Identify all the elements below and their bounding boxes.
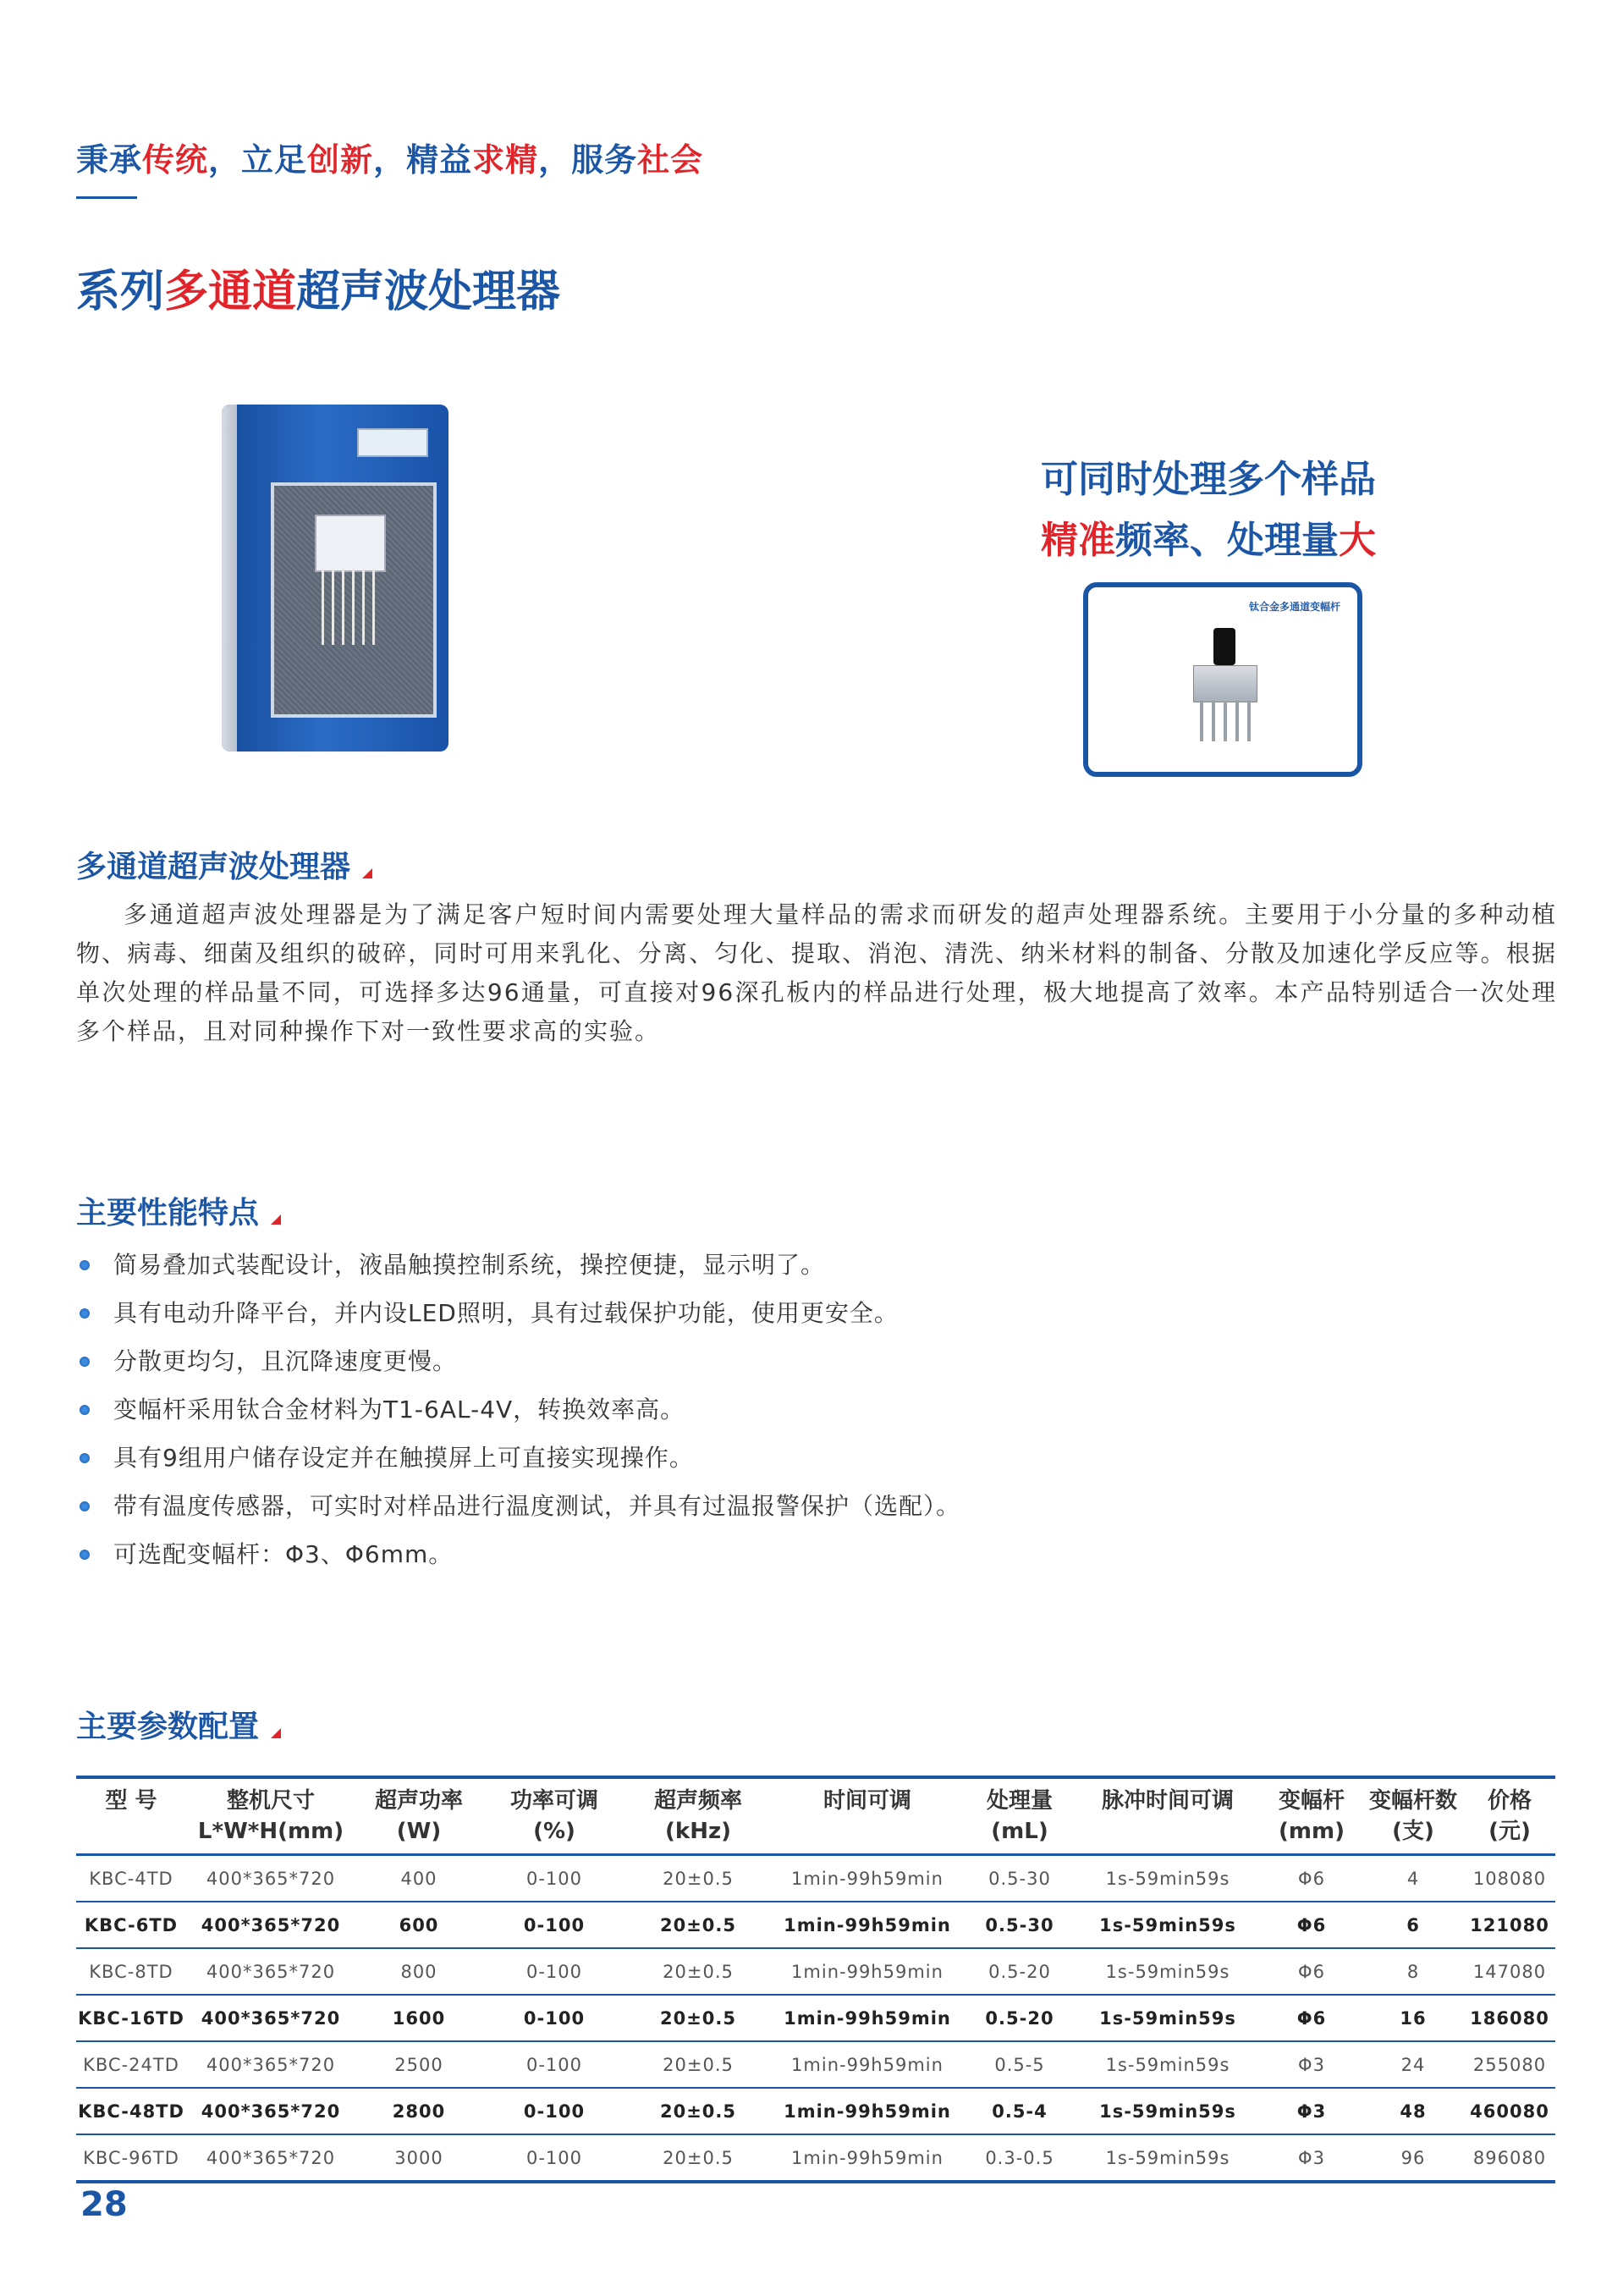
column-header-label: 脉冲时间可调 xyxy=(1101,1788,1234,1814)
table-cell: 400*365*720 xyxy=(186,1995,355,2041)
column-header-unit: (mm) xyxy=(1279,1819,1345,1844)
table-cell: Φ6 xyxy=(1261,1902,1362,1948)
feature-part: 精准 xyxy=(1041,519,1115,562)
table-cell: 0-100 xyxy=(482,1995,626,2041)
title-part: 多通道 xyxy=(164,267,297,317)
column-header-label: 功率可调 xyxy=(509,1788,598,1814)
triangle-marker-icon xyxy=(362,868,372,878)
horn-pin-icon xyxy=(1200,701,1203,741)
inset-label: 钛合金多通道变幅杆 xyxy=(1249,601,1341,613)
table-cell: 400 xyxy=(355,1855,482,1902)
intro-paragraph: 多通道超声波处理器是为了满足客户短时间内需要处理大量样品的需求而研发的超声处理器系统。主要用于小分量的多种动植物、病毒、细菌及组织的破碎，同时可用来乳化、分离、匀化、提取、消泡、清洗、纳米材料的制备、分散及加速化学反应等。根据单次处理的样品量不同，可选择多达96通量，可直接对96深孔板内的样品进行处理，极大地提高了效率。本产品特别适合一次处理多个样品，且对同种操作下对一致性要求高的实验。 xyxy=(76,900,1557,1045)
column-header xyxy=(1075,1777,1261,1855)
column-header-unit: (%) xyxy=(533,1819,575,1844)
table-cell: 1s-59min59s xyxy=(1075,1948,1261,1995)
table-cell: 0-100 xyxy=(482,2041,626,2088)
table-cell: 0.5-20 xyxy=(965,1995,1075,2041)
table-cell: 1min-99h59min xyxy=(770,2041,965,2088)
table-cell: 0-100 xyxy=(482,2134,626,2182)
table-cell: KBC-48TD xyxy=(76,2088,186,2134)
feature-text: 具有9组用户储存设定并在触摸屏上可直接实现操作。 xyxy=(113,1444,694,1472)
table-cell: 1min-99h59min xyxy=(770,1902,965,1948)
bullet-icon xyxy=(80,1357,90,1367)
table-cell: 1min-99h59min xyxy=(770,1995,965,2041)
column-header-unit: L*W*H(mm) xyxy=(197,1819,344,1844)
table-cell: 0.5-5 xyxy=(965,2041,1075,2088)
slogan-part: ，精益 xyxy=(373,141,473,179)
feature-text: 分散更均匀，且沉降速度更慢。 xyxy=(113,1347,458,1375)
table-cell: 121080 xyxy=(1464,1902,1555,1948)
table-cell: Φ6 xyxy=(1261,1995,1362,2041)
table-cell: 1min-99h59min xyxy=(770,2088,965,2134)
column-header-label: 型 号 xyxy=(105,1788,157,1814)
table-cell: 460080 xyxy=(1464,2088,1555,2134)
table-cell: 0-100 xyxy=(482,1855,626,1902)
table-cell: 400*365*720 xyxy=(186,1855,355,1902)
feature-item xyxy=(76,1385,1515,1434)
column-header xyxy=(1261,1777,1362,1855)
table-cell: Φ6 xyxy=(1261,1948,1362,1995)
feature-text: 具有电动升降平台，并内设LED照明，具有过载保护功能，使用更安全。 xyxy=(113,1299,899,1327)
table-header-row xyxy=(76,1777,1555,1855)
table-cell: 20±0.5 xyxy=(626,1948,770,1995)
table-cell: 4 xyxy=(1362,1855,1464,1902)
page-number: 28 xyxy=(80,2185,128,2224)
bullet-icon xyxy=(80,1501,90,1511)
table-row xyxy=(76,1902,1555,1948)
table-cell: KBC-4TD xyxy=(76,1855,186,1902)
column-header-label: 超声频率 xyxy=(653,1788,742,1814)
table-cell: 1s-59min59s xyxy=(1075,1855,1261,1902)
table-cell: 108080 xyxy=(1464,1855,1555,1902)
bullet-icon xyxy=(80,1308,90,1319)
params-title-text: 主要参数配置 xyxy=(76,1710,260,1744)
horn-inset-box xyxy=(1083,582,1362,777)
table-cell: 1min-99h59min xyxy=(770,2134,965,2182)
table-cell: KBC-8TD xyxy=(76,1948,186,1995)
slogan-underline xyxy=(76,196,137,199)
table-row xyxy=(76,1995,1555,2041)
bullet-icon xyxy=(80,1405,90,1415)
table-cell: 20±0.5 xyxy=(626,1855,770,1902)
feature-item xyxy=(76,1434,1515,1482)
params-section-title xyxy=(76,1703,281,1746)
table-cell: 0.5-20 xyxy=(965,1948,1075,1995)
probe-icon xyxy=(332,569,334,645)
column-header xyxy=(355,1777,482,1855)
intro-section-title xyxy=(76,843,372,886)
feature-text: 变幅杆采用钛合金材料为T1-6AL-4V，转换效率高。 xyxy=(113,1396,685,1423)
table-cell: 0-100 xyxy=(482,2088,626,2134)
table-cell: 16 xyxy=(1362,1995,1464,2041)
table-cell: 0.5-30 xyxy=(965,1855,1075,1902)
table-cell: 48 xyxy=(1362,2088,1464,2134)
bullet-icon xyxy=(80,1260,90,1270)
table-cell: Φ3 xyxy=(1261,2088,1362,2134)
features-title-text: 主要性能特点 xyxy=(76,1196,260,1231)
table-cell: KBC-96TD xyxy=(76,2134,186,2182)
table-cell: 2500 xyxy=(355,2041,482,2088)
column-header-label: 时间可调 xyxy=(823,1788,911,1814)
slogan-part: 创新 xyxy=(307,141,374,179)
slogan-part: 传统 xyxy=(142,141,209,179)
column-header xyxy=(1464,1777,1555,1855)
feature-part: 大 xyxy=(1339,519,1376,562)
table-cell: 20±0.5 xyxy=(626,1995,770,2041)
feature-item xyxy=(76,1482,1515,1530)
table-cell: KBC-6TD xyxy=(76,1902,186,1948)
column-header-label: 处理量 xyxy=(986,1788,1053,1814)
table-cell: 20±0.5 xyxy=(626,1902,770,1948)
table-cell: 186080 xyxy=(1464,1995,1555,2041)
table-cell: 0-100 xyxy=(482,1948,626,1995)
table-cell: 6 xyxy=(1362,1902,1464,1948)
column-header xyxy=(186,1777,355,1855)
cabinet-side xyxy=(222,405,237,752)
column-header-unit: (支) xyxy=(1392,1819,1434,1844)
probe-icon xyxy=(372,569,375,645)
table-cell: 8 xyxy=(1362,1948,1464,1995)
feature-part: 频率、处理量 xyxy=(1115,519,1339,562)
table-cell: 1s-59min59s xyxy=(1075,1902,1261,1948)
table-row xyxy=(76,2041,1555,2088)
table-cell: Φ3 xyxy=(1261,2134,1362,2182)
feature-text: 简易叠加式装配设计，液晶触摸控制系统，操控便捷，显示明了。 xyxy=(113,1251,826,1279)
horn-pin-icon xyxy=(1235,701,1239,741)
slogan-part: 求精 xyxy=(472,141,539,179)
column-header-label: 整机尺寸 xyxy=(226,1788,315,1814)
column-header xyxy=(965,1777,1075,1855)
table-cell: 1s-59min59s xyxy=(1075,1995,1261,2041)
slogan-part: ，服务 xyxy=(538,141,638,179)
table-cell: 0.5-4 xyxy=(965,2088,1075,2134)
spec-table xyxy=(76,1776,1555,2183)
table-cell: 147080 xyxy=(1464,1948,1555,1995)
triangle-marker-icon xyxy=(271,1214,281,1225)
table-cell: KBC-24TD xyxy=(76,2041,186,2088)
table-cell: 400*365*720 xyxy=(186,1948,355,1995)
page-title xyxy=(76,256,560,319)
hero-feature-2 xyxy=(1041,509,1376,564)
column-header-label: 变幅杆 xyxy=(1278,1788,1345,1814)
table-cell: 0-100 xyxy=(482,1902,626,1948)
title-part: 系列 xyxy=(76,267,165,317)
bullet-icon xyxy=(80,1453,90,1463)
column-header xyxy=(76,1777,186,1855)
column-header xyxy=(770,1777,965,1855)
intro-title-text: 多通道超声波处理器 xyxy=(76,850,351,884)
slogan xyxy=(76,134,703,180)
table-row xyxy=(76,2134,1555,2182)
column-header-label: 价格 xyxy=(1487,1788,1532,1814)
feature-item xyxy=(76,1241,1515,1289)
feature-text: 可选配变幅杆：Φ3、Φ6mm。 xyxy=(113,1540,454,1568)
table-cell: 0.3-0.5 xyxy=(965,2134,1075,2182)
horn-icon xyxy=(315,515,386,572)
table-cell: 400*365*720 xyxy=(186,2041,355,2088)
column-header-unit: (kHz) xyxy=(665,1819,731,1844)
column-header xyxy=(482,1777,626,1855)
column-header-unit: (mL) xyxy=(991,1819,1048,1844)
slogan-part: 秉承 xyxy=(76,141,143,179)
column-header-unit: (W) xyxy=(396,1819,442,1844)
column-header-label: 超声功率 xyxy=(374,1788,463,1814)
table-cell: 20±0.5 xyxy=(626,2134,770,2182)
table-cell: 1s-59min59s xyxy=(1075,2134,1261,2182)
horn-pin-icon xyxy=(1247,701,1251,741)
probe-icon xyxy=(322,569,324,645)
probe-icon xyxy=(342,569,344,645)
features-section-title xyxy=(76,1189,281,1232)
column-header xyxy=(626,1777,770,1855)
table-cell: 400*365*720 xyxy=(186,2134,355,2182)
table-cell: 1s-59min59s xyxy=(1075,2088,1261,2134)
column-header xyxy=(1362,1777,1464,1855)
transducer-icon xyxy=(1213,628,1235,665)
feature-text: 带有温度传感器，可实时对样品进行温度测试，并具有过温报警保护（选配）。 xyxy=(113,1492,961,1520)
table-cell: 896080 xyxy=(1464,2134,1555,2182)
column-header-unit: (元) xyxy=(1488,1819,1531,1844)
table-cell: 1s-59min59s xyxy=(1075,2041,1261,2088)
table-row xyxy=(76,1855,1555,1902)
table-cell: 24 xyxy=(1362,2041,1464,2088)
table-cell: 1600 xyxy=(355,1995,482,2041)
table-cell: 400*365*720 xyxy=(186,2088,355,2134)
horn-block-icon xyxy=(1193,665,1257,702)
bullet-icon xyxy=(80,1550,90,1560)
table-cell: 255080 xyxy=(1464,2041,1555,2088)
touch-screen-icon xyxy=(357,428,428,457)
table-cell: 96 xyxy=(1362,2134,1464,2182)
table-cell: 3000 xyxy=(355,2134,482,2182)
feature-item xyxy=(76,1289,1515,1337)
table-cell: 1min-99h59min xyxy=(770,1948,965,1995)
horn-pin-icon xyxy=(1212,701,1215,741)
slogan-part: ，立足 xyxy=(208,141,308,179)
product-image xyxy=(222,405,448,752)
column-header-label: 变幅杆数 xyxy=(1368,1788,1457,1814)
table-cell: KBC-16TD xyxy=(76,1995,186,2041)
table-cell: 20±0.5 xyxy=(626,2088,770,2134)
probe-icon xyxy=(352,569,355,645)
slogan-part: 社会 xyxy=(637,141,704,179)
horn-pin-icon xyxy=(1224,701,1227,741)
table-cell: 0.5-30 xyxy=(965,1902,1075,1948)
table-cell: Φ6 xyxy=(1261,1855,1362,1902)
table-cell: 2800 xyxy=(355,2088,482,2134)
table-body xyxy=(76,1855,1555,2183)
table-row xyxy=(76,1948,1555,1995)
title-part: 超声波处理器 xyxy=(296,267,561,317)
triangle-marker-icon xyxy=(271,1728,281,1738)
feature-item xyxy=(76,1530,1515,1578)
hero-feature-1: 可同时处理多个样品 xyxy=(1041,458,1376,501)
table-cell: Φ3 xyxy=(1261,2041,1362,2088)
table-cell: 400*365*720 xyxy=(186,1902,355,1948)
feature-item xyxy=(76,1337,1515,1385)
feature-list xyxy=(76,1241,1515,1578)
table-cell: 20±0.5 xyxy=(626,2041,770,2088)
table-cell: 1min-99h59min xyxy=(770,1855,965,1902)
probe-icon xyxy=(362,569,365,645)
table-cell: 800 xyxy=(355,1948,482,1995)
table-row xyxy=(76,2088,1555,2134)
table-cell: 600 xyxy=(355,1902,482,1948)
